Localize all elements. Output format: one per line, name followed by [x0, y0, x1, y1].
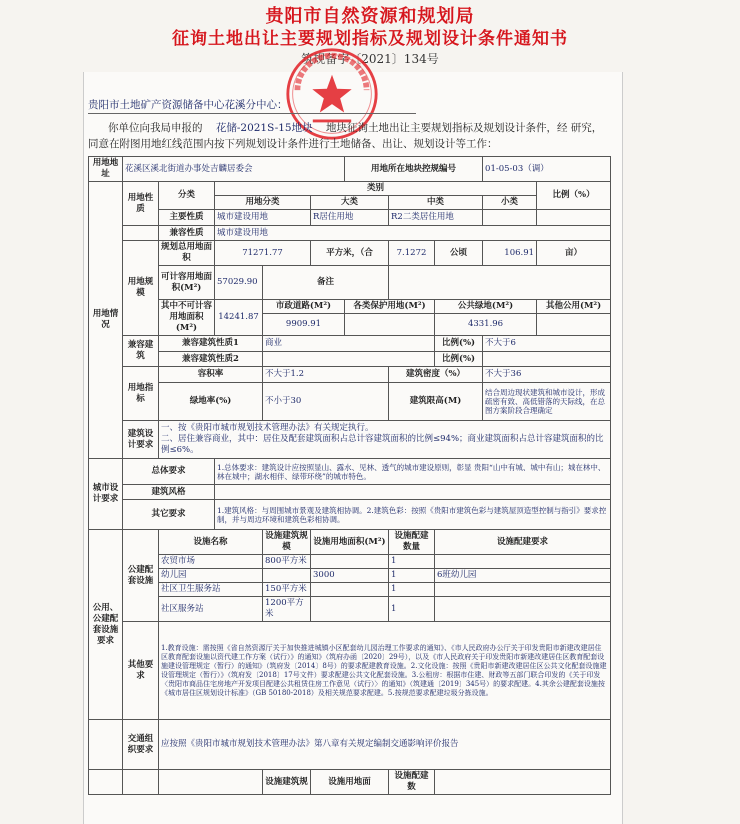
total-mu-value: 106.91 [483, 241, 537, 266]
main-small-value [483, 210, 537, 226]
green-rate-label: 绿地率(%) [159, 383, 263, 421]
style-label: 建筑风格 [123, 485, 215, 500]
class-label: 分类 [159, 182, 215, 210]
fac-req: 6班幼儿园 [435, 569, 611, 583]
mixed-b1-ratio-label: 比例(%) [435, 336, 483, 352]
fac-count-header: 设施配建数量 [389, 530, 435, 555]
category-label: 类别 [215, 182, 537, 196]
fac-count: 1 [389, 569, 435, 583]
recipient: 贵阳市土地矿产资源储备中心花溪分中心： [88, 99, 288, 111]
ratio-label: 比例（%） [537, 182, 611, 210]
height-limit-value: 结合周边现状建筑和城市设计，形成疏密有致、高低错落的天际线，在总图方案阶段合理确定 [483, 383, 611, 421]
unit-m2: 平方米，（合 [311, 241, 389, 266]
issuer-title: 贵阳市自然资源和规划局 [265, 6, 475, 27]
bottom-spacer-4 [435, 770, 611, 795]
main-nature-label: 主要性质 [159, 210, 215, 226]
building-design-value [159, 421, 611, 459]
density-value: 不大于36 [483, 367, 611, 383]
nonbuild-area-value: 14241.87 [215, 300, 263, 336]
traffic-label: 交通组织要求 [123, 720, 159, 770]
mixed-build-label: 兼容建筑 [123, 336, 159, 367]
other-req-label: 其它要求 [123, 500, 215, 530]
mixed-nature-value: 城市建设用地 [215, 226, 611, 241]
fac-scale-header: 设施建筑规模 [263, 530, 311, 555]
far-label: 容积率 [159, 367, 263, 383]
bottom-scale-header: 设施建筑规 [263, 770, 311, 795]
building-design-label: 建筑设计要求 [123, 421, 159, 459]
public-facilities-label: 公用、公建配套设施要求 [89, 530, 123, 720]
small-class: 小类 [483, 196, 537, 210]
remark-label: 备注 [263, 266, 389, 300]
fac-scale: 1200平方米 [263, 597, 311, 622]
mixed-b1-label: 兼容建筑性质1 [159, 336, 263, 352]
buildable-area-label: 可计容用地面积(M²) [159, 266, 215, 300]
intro-paragraph [88, 120, 608, 152]
mixed-nature-spacer [123, 226, 159, 241]
traffic-value: 应按照《贵阳市城市规划技术管理办法》第八章有关规定编制交通影响评价报告 [159, 720, 611, 770]
fac-area [311, 583, 389, 597]
other-req-value: 1.建筑风格：与周围城市景观及建筑相协调。2.建筑色彩：按照《贵阳市建筑色彩与建筑屋顶造型控制与指引》要求控制，并与周边环境和建筑色彩相协调。 [215, 500, 611, 530]
style-value [215, 485, 611, 500]
intro-text-1: 你单位向我局申报的 [108, 122, 203, 134]
other-label: 其他公用(M²) [537, 300, 611, 314]
far-value: 不大于1.2 [263, 367, 389, 383]
big-class: 大类 [311, 196, 389, 210]
overall-req-label: 总体要求 [123, 459, 215, 485]
fac-count: 1 [389, 583, 435, 597]
fac-scale: 150平方米 [263, 583, 311, 597]
fac-req [435, 555, 611, 569]
planning-conditions-table [88, 156, 611, 795]
density-label: 建筑密度（%） [389, 367, 483, 383]
ctrl-label: 用地所在地块控规编号 [345, 157, 483, 182]
intro-text-2: 地块征询土地出让主要规划指标及规划设计条件，经 [325, 122, 568, 134]
road-value: 9909.91 [263, 314, 345, 336]
fac-area-header: 设施用地面积(M²) [311, 530, 389, 555]
fac-count: 1 [389, 555, 435, 569]
protect-value [345, 314, 435, 336]
site-value: 花溪区溪北街道办事处吉麟居委会 [123, 157, 345, 182]
main-ratio-value [537, 210, 611, 226]
main-mid-value: R2二类居住用地 [389, 210, 483, 226]
bottom-spacer-1 [89, 770, 123, 795]
recipient-underline [88, 113, 416, 114]
fac-req [435, 597, 611, 622]
overall-req-value: 1.总体要求：建筑设计应按照显山、露水、见林、透气的城市建设原则，彰显 贵阳“山中有城、城中有山；城在林中、林在城中；湖水相伴、绿带环绕”的城市特色。 [215, 459, 611, 485]
mid-class: 中类 [389, 196, 483, 210]
main-big-value: R居住用地 [311, 210, 389, 226]
fac-req-header: 设施配建要求 [435, 530, 611, 555]
land-info-label: 用地情况 [89, 182, 123, 459]
total-area-value: 71271.77 [215, 241, 311, 266]
scale-label: 用地规模 [123, 241, 159, 336]
ctrl-value: 01-05-03（调） [483, 157, 611, 182]
nature-col: 用地分类 [215, 196, 311, 210]
total-ha-value: 7.1272 [389, 241, 435, 266]
bottom-spacer-2 [123, 770, 159, 795]
fac-area: 3000 [311, 569, 389, 583]
plot-code: 花储-2021S-15地块 [215, 122, 313, 134]
fac-name: 农贸市场 [159, 555, 263, 569]
height-limit-label: 建筑限高(M) [389, 383, 483, 421]
bottom-spacer-3 [159, 770, 263, 795]
fac-req [435, 583, 611, 597]
fac-name: 社区服务站 [159, 597, 263, 622]
fac-name-header: 设施名称 [159, 530, 263, 555]
protect-label: 各类保护用地(M²) [345, 300, 435, 314]
building-design-item-2: 二、居住兼容商业，其中：居住及配套建筑面积占总计容建筑面积的比例≤94%；商业建筑面积占总计容建筑面积的比例≤6%。 [161, 434, 604, 455]
mixed-b1-ratio: 不大于6 [483, 336, 611, 352]
bottom-count-header: 设施配建数 [389, 770, 435, 795]
pub-other-value: 1.教育设施：需按照《省自然资源厅关于加快推进城镇小区配套幼儿园治理工作要求的通知》、《市人民政府办公厅关于印发贵阳市新建改建居住区教育配套设施以资代建工作方案（试行）》的通知》（筑府办函〔2020〕29号），以及《市人民政府关于印发贵阳市新建改建居住区教育配套设施建设管理规定（暂行）的通知》（筑府发〔2014〕8号）的要求配建教育设施。2.文化设施：按照《贵阳市新建改建居住区公共文化配套设施建设管理规定（暂行）》（筑府发〔2018〕17号文件）要求配建公共文化配套设施。3.公租房：根据市住建、财政等五部门联合印发的《关于印发〈贵阳市商品住宅房地产开发项目配建公共租赁住房工作意见（试行）〉的通知》（筑建通〔2019〕345号）的要求配建。4.其余公建配套设施按《城市居住区规划设计标准》（GB 50180-2018）及相关规范要求配建。5.按规范要求配建垃圾分拣设施。 [159, 622, 611, 720]
road-label: 市政道路(M²) [263, 300, 345, 314]
buildable-area-value: 57029.90 [215, 266, 263, 300]
mixed-b1-value: 商业 [263, 336, 435, 352]
pub-other-label: 其他要求 [123, 622, 159, 720]
urban-design-label: 城市设计要求 [89, 459, 123, 530]
document-number: 筑规备字〔2021〕134号 [301, 52, 439, 66]
unit-mu: 亩） [537, 241, 611, 266]
other-value [537, 314, 611, 336]
notice-title: 征询土地出让主要规划指标及规划设计条件通知书 [172, 29, 568, 49]
green-label: 公共绿地(M²) [435, 300, 537, 314]
mixed-b2-label: 兼容建筑性质2 [159, 352, 263, 367]
fac-scale [263, 569, 311, 583]
mixed-nature-label: 兼容性质 [159, 226, 215, 241]
indicators-label: 用地指标 [123, 367, 159, 421]
mixed-b2-ratio-label: 比例(%) [435, 352, 483, 367]
remark-value [389, 266, 611, 300]
total-area-label: 规划总用地面积 [159, 241, 215, 266]
mixed-b2-value [263, 352, 435, 367]
unit-ha: 公顷 [435, 241, 483, 266]
use-nature-label: 用地性质 [123, 182, 159, 226]
fac-count: 1 [389, 597, 435, 622]
green-rate-value: 不小于30 [263, 383, 389, 421]
nonbuild-area-label: 其中不可计容用地面积(M²) [159, 300, 215, 336]
traffic-spacer [89, 720, 123, 770]
fac-area [311, 555, 389, 569]
pub-facility-label: 公建配套设施 [123, 530, 159, 622]
fac-scale: 800平方米 [263, 555, 311, 569]
intro-text-3: 研究，同意在附图用地红线范围内按下列规划设计条件进行土地储备、出让、规划设计等工作： [88, 122, 603, 150]
bottom-area-header: 设施用地面 [311, 770, 389, 795]
fac-area [311, 597, 389, 622]
main-nature-value: 城市建设用地 [215, 210, 311, 226]
fac-name: 幼儿园 [159, 569, 263, 583]
green-value: 4331.96 [435, 314, 537, 336]
building-design-item-1: 一、按《贵阳市城市规划技术管理办法》有关规定执行。 [161, 423, 374, 433]
fac-name: 社区卫生服务站 [159, 583, 263, 597]
site-label: 用地地址 [89, 157, 123, 182]
mixed-b2-ratio [483, 352, 611, 367]
